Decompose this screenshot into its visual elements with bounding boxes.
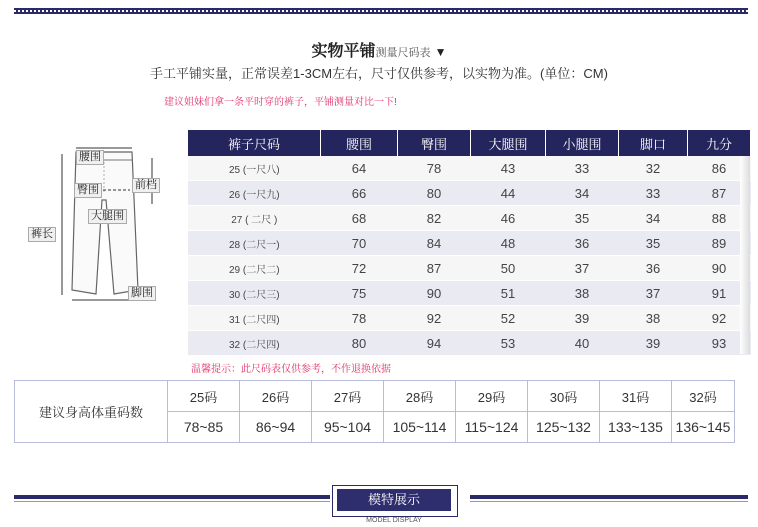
size-cell: 32码 [672, 381, 735, 412]
size-cell: 26码 [240, 381, 312, 412]
footer-bar-left [14, 495, 330, 499]
size-cell: 28码 [384, 381, 456, 412]
model-display-button[interactable]: 模特展示 [337, 489, 451, 511]
header-cell: 小腿围 [546, 130, 619, 156]
table-cell: 66 [321, 181, 398, 206]
table-cell: 32 (二尺四) [188, 331, 321, 356]
suggestion-note: 建议姐妹们拿一条平时穿的裤子，平铺测量对比一下! [164, 97, 397, 108]
table-cell: 87 [398, 256, 471, 281]
table-cell: 70 [321, 231, 398, 256]
weight-cell: 133~135 [600, 412, 672, 443]
section-title [0, 38, 758, 61]
table-cell: 53 [471, 331, 546, 356]
table-cell: 90 [688, 256, 751, 281]
label-hem: 脚围 [128, 286, 156, 301]
table-cell: 86 [688, 156, 751, 181]
table-cell: 39 [546, 306, 619, 331]
table-row [188, 231, 751, 256]
recommend-label: 建议身高体重码数 [15, 381, 168, 443]
weight-cell: 78~85 [168, 412, 240, 443]
table-row [188, 306, 751, 331]
size-table [188, 130, 751, 356]
table-cell: 92 [398, 306, 471, 331]
table-row [188, 156, 751, 181]
table-row [188, 256, 751, 281]
table-cell: 75 [321, 281, 398, 306]
table-cell: 80 [321, 331, 398, 356]
table-cell: 48 [471, 231, 546, 256]
weight-cell: 125~132 [528, 412, 600, 443]
table-cell: 34 [619, 206, 688, 231]
weight-cell: 105~114 [384, 412, 456, 443]
table-cell: 34 [546, 181, 619, 206]
header-cell: 九分 [688, 130, 751, 156]
table-cell: 51 [471, 281, 546, 306]
table-cell: 44 [471, 181, 546, 206]
table-cell: 32 [619, 156, 688, 181]
size-cell: 27码 [312, 381, 384, 412]
table-cell: 64 [321, 156, 398, 181]
table-cell: 25 (一尺八) [188, 156, 321, 181]
title-main: 实物平铺 [311, 43, 376, 60]
table-cell: 68 [321, 206, 398, 231]
label-waist: 腰围 [76, 150, 104, 165]
pants-diagram [14, 140, 174, 340]
table-cell: 27 ( 二尺 ) [188, 206, 321, 231]
table-cell: 40 [546, 331, 619, 356]
table-row [188, 181, 751, 206]
table-row [188, 206, 751, 231]
size-cell: 30码 [528, 381, 600, 412]
size-table-header [188, 130, 751, 156]
table-cell: 87 [688, 181, 751, 206]
table-cell: 43 [471, 156, 546, 181]
size-cell: 29码 [456, 381, 528, 412]
model-display-subtitle: MODEL DISPLAY [366, 517, 422, 524]
table-cell: 46 [471, 206, 546, 231]
top-decorative-band [14, 8, 748, 14]
header-cell: 腰围 [321, 130, 398, 156]
table-cell: 94 [398, 331, 471, 356]
table-cell: 35 [619, 231, 688, 256]
recommend-sizes-row [15, 381, 735, 412]
table-cell: 29 (二尺二) [188, 256, 321, 281]
weight-cell: 136~145 [672, 412, 735, 443]
recommend-table [14, 380, 735, 443]
table-cell: 31 (二尺四) [188, 306, 321, 331]
footer-bar-right [470, 495, 748, 499]
table-cell: 72 [321, 256, 398, 281]
header-cell: 裤子尺码 [188, 130, 321, 156]
table-cell: 26 (一尺九) [188, 181, 321, 206]
title-sub: 测量尺码表 [375, 47, 431, 59]
table-cell: 84 [398, 231, 471, 256]
table-cell: 37 [546, 256, 619, 281]
table-cell: 91 [688, 281, 751, 306]
table-cell: 78 [398, 156, 471, 181]
disclaimer-tip: 温馨提示：此尺码表仅供参考，不作退换依据 [191, 364, 391, 375]
table-cell: 80 [398, 181, 471, 206]
table-cell: 78 [321, 306, 398, 331]
weight-cell: 115~124 [456, 412, 528, 443]
header-cell: 大腿围 [471, 130, 546, 156]
table-cell: 90 [398, 281, 471, 306]
table-cell: 36 [546, 231, 619, 256]
label-front-rise: 前档 [132, 178, 160, 193]
size-cell: 31码 [600, 381, 672, 412]
table-row [188, 331, 751, 356]
table-cell: 93 [688, 331, 751, 356]
table-cell: 50 [471, 256, 546, 281]
label-length: 裤长 [28, 227, 56, 242]
table-cell: 52 [471, 306, 546, 331]
table-cell: 33 [546, 156, 619, 181]
table-cell: 38 [619, 306, 688, 331]
header-cell: 臀围 [398, 130, 471, 156]
table-cell: 88 [688, 206, 751, 231]
size-cell: 25码 [168, 381, 240, 412]
table-cell: 36 [619, 256, 688, 281]
table-cell: 37 [619, 281, 688, 306]
measurement-note: 手工平铺实量，正常误差1-3CM左右，尺寸仅供参考，以实物为准。(单位：CM) [150, 66, 608, 81]
table-cell: 39 [619, 331, 688, 356]
table-cell: 28 (二尺一) [188, 231, 321, 256]
table-row [188, 281, 751, 306]
down-arrow-icon: ▼ [434, 45, 447, 59]
label-hip: 臀围 [74, 183, 102, 198]
weight-cell: 86~94 [240, 412, 312, 443]
table-cell: 38 [546, 281, 619, 306]
header-cell: 脚口 [619, 130, 688, 156]
table-cell: 30 (二尺三) [188, 281, 321, 306]
table-cell: 92 [688, 306, 751, 331]
label-thigh: 大腿围 [88, 209, 127, 224]
table-edge-shadow [740, 156, 750, 354]
table-cell: 89 [688, 231, 751, 256]
weight-cell: 95~104 [312, 412, 384, 443]
table-cell: 82 [398, 206, 471, 231]
table-cell: 35 [546, 206, 619, 231]
table-cell: 33 [619, 181, 688, 206]
